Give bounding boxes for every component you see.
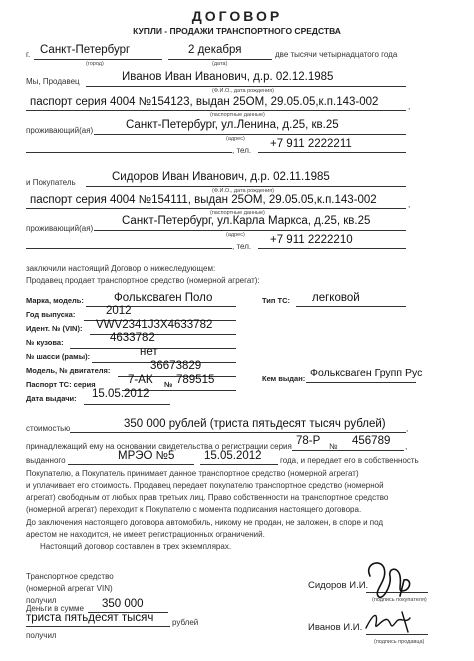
pts-series: 7-АК xyxy=(128,374,153,386)
buyer-passport: паспорт серия 4004 №154111, выдан 25ОМ, 29.05.05,к.п.143-002 xyxy=(30,194,377,206)
issued-by-label: Кем выдан: xyxy=(262,374,306,383)
cert-number: 456789 xyxy=(352,435,391,447)
buyer-signature-icon xyxy=(360,556,420,604)
buyer-tel-underline xyxy=(258,248,406,249)
seller-name-hint: (Ф.И.О., дата рождения) xyxy=(212,88,274,94)
paragraph-line-5: До заключения настоящего договора автомобиль, никому не продан, не заложен, в споре и под xyxy=(26,518,384,527)
seller-signer-name: Иванов И.И. xyxy=(308,622,363,633)
seller-name: Иванов Иван Иванович, д.р. 02.12.1985 xyxy=(122,71,334,83)
issued-by-value: Фольксваген Групп Рус xyxy=(310,367,423,379)
date-value: 2 декабря xyxy=(188,44,242,56)
seller-intro: Мы, Продавец xyxy=(26,77,80,86)
buyer-residing-label: проживающий(ая) xyxy=(26,224,94,233)
pts-number-label: № xyxy=(164,380,173,389)
price-end: , xyxy=(406,424,409,433)
buyer-intro: и Покупатель xyxy=(26,178,76,187)
price-underline xyxy=(70,432,406,433)
city-underline xyxy=(34,59,162,60)
seller-residing-label: проживающий(ая) xyxy=(26,126,94,135)
money-rub-label: рублей xyxy=(172,618,199,627)
issued-authority-underline xyxy=(68,464,194,465)
paragraph-line-6: арестом не находится, не имеет регистрационных ограничений. xyxy=(26,530,265,539)
seller-tel-underline xyxy=(258,152,406,153)
city-hint: (город) xyxy=(86,61,104,67)
money-receipt-line-1: Деньги в сумме xyxy=(26,604,84,613)
paragraph-line-1: Покупателю, а Покупатель принимает данное транспортное средство (номерной агрегат) xyxy=(26,469,359,478)
seller-signature-hint: (подпись продавца) xyxy=(374,639,425,645)
buyer-tel-blank-line xyxy=(26,248,232,249)
paragraph-line-2: и уплачивает его стоимость. Продавец передает покупателю транспортное средство (номерной xyxy=(26,481,384,490)
pts-label: Паспорт ТС: серия xyxy=(26,380,96,389)
buyer-tel: +7 911 2222210 xyxy=(270,234,353,246)
buyer-passport-hint: (паспортные данные) xyxy=(210,210,265,216)
city-value: Санкт-Петербург xyxy=(40,44,131,56)
seller-passport-hint: (паспортные данные) xyxy=(210,112,265,118)
city-prefix: г. xyxy=(26,50,31,59)
issued-authority: МРЭО №5 xyxy=(118,450,175,462)
seller-address: Санкт-Петербург, ул.Ленина, д.25, кв.25 xyxy=(126,119,339,131)
buyer-name: Сидоров Иван Иванович, д.р. 02.11.1985 xyxy=(112,171,330,183)
price-value: 350 000 рублей (триста пятьдесят тысяч рублей) xyxy=(124,418,386,430)
vin-label: Идент. № (VIN): xyxy=(26,324,83,333)
buyer-name-hint: (Ф.И.О., дата рождения) xyxy=(212,188,274,194)
price-label: стоимостью xyxy=(26,424,71,433)
buyer-signer-name: Сидоров И.И. xyxy=(308,580,369,591)
body-value: 4633782 xyxy=(110,332,155,344)
money-words: триста пятьдесят тысяч xyxy=(26,612,154,624)
issued-date-underline xyxy=(200,464,278,465)
issued-by-underline xyxy=(306,382,416,383)
date-hint: (дата) xyxy=(212,61,228,67)
vehicle-receipt-line-3: получил xyxy=(26,596,57,605)
seller-passport-underline xyxy=(26,110,406,111)
year-text: две тысячи четырнадцатого года xyxy=(275,50,398,59)
buyer-name-underline xyxy=(86,186,406,187)
issued-tail: года, и передает его в собственность xyxy=(280,456,419,465)
vin-value: VWV2341J3X4633782 xyxy=(96,319,213,331)
type-label: Тип ТС: xyxy=(262,296,291,305)
date-underline xyxy=(168,59,272,60)
paragraph-line-3: агрегат) свободным от любых прав третьих лиц. Право собственности на транспортное средство xyxy=(26,493,389,502)
buyer-passport-underline xyxy=(26,208,406,209)
body-label: № кузова: xyxy=(26,338,64,347)
issue-date-label: Дата выдачи: xyxy=(26,394,77,403)
issued-label: выданного xyxy=(26,456,66,465)
year-value: 2012 xyxy=(106,305,132,317)
issued-date: 15.05.2012 xyxy=(204,450,262,462)
engine-value: 36673829 xyxy=(150,360,202,372)
pts-number: 789515 xyxy=(176,374,215,386)
seller-tel: +7 911 2222211 xyxy=(270,138,352,150)
money-amount: 350 000 xyxy=(102,598,144,610)
buyer-address-hint: (адрес) xyxy=(226,232,245,238)
vehicle-receipt-line-2: (номерной агрегат VIN) xyxy=(26,584,113,593)
chassis-value: нет xyxy=(140,346,158,358)
agreement-line-2: Продавец продает транспортное средство (номерной агрегат): xyxy=(26,276,260,285)
make-value: Фольксваген Поло xyxy=(114,292,213,304)
issue-date-value: 15.05.2012 xyxy=(92,388,150,400)
cert-number-label: № xyxy=(329,442,338,451)
seller-name-underline xyxy=(86,86,406,87)
document-subtitle: КУПЛИ - ПРОДАЖИ ТРАНСПОРТНОГО СРЕДСТВА xyxy=(133,26,341,36)
buyer-passport-end: , xyxy=(408,200,411,209)
chassis-label: № шасси (рамы): xyxy=(26,352,91,361)
seller-address-underline xyxy=(94,134,406,135)
buyer-tel-label: , тел. xyxy=(232,242,252,251)
money-words-underline xyxy=(26,626,170,627)
money-receipt-line-3: получил xyxy=(26,631,57,640)
issue-date-underline xyxy=(84,404,170,405)
vehicle-receipt-line-1: Транспортное средство xyxy=(26,572,114,581)
seller-tel-blank-line xyxy=(26,152,232,153)
document-title: ДОГОВОР xyxy=(191,8,283,24)
cert-series: 78-Р xyxy=(296,435,321,447)
seller-passport-end: , xyxy=(408,102,411,111)
cert-prefix: принадлежащий ему на основании свидетельства о регистрации серия xyxy=(26,442,292,451)
type-value: легковой xyxy=(312,292,360,304)
seller-signature-icon xyxy=(362,606,422,636)
seller-tel-label: , тел. xyxy=(232,146,252,155)
agreement-line-1: заключили настоящий Договор о нижеследующем: xyxy=(26,264,216,273)
paragraph-line-7: Настоящий договор составлен в трех экземплярах. xyxy=(40,542,232,551)
buyer-signature-hint: (подпись покупателя) xyxy=(372,597,427,603)
cert-end: , xyxy=(405,442,408,451)
buyer-address: Санкт-Петербург, ул.Карла Маркса, д.25, кв.25 xyxy=(122,215,371,227)
buyer-address-underline xyxy=(94,230,406,231)
year-label: Год выпуска: xyxy=(26,310,76,319)
cert-underline xyxy=(292,450,404,451)
seller-passport: паспорт серия 4004 №154123, выдан 25ОМ, 29.05.05,к.п.143-002 xyxy=(30,96,379,108)
paragraph-line-4: (номерной агрегат) переходит к Покупателю с момента подписания настоящего договора. xyxy=(26,505,362,514)
make-label: Марка, модель: xyxy=(26,296,84,305)
type-underline xyxy=(296,306,406,307)
seller-address-hint: (адрес) xyxy=(226,136,245,142)
engine-label: Модель, № двигателя: xyxy=(26,366,111,375)
